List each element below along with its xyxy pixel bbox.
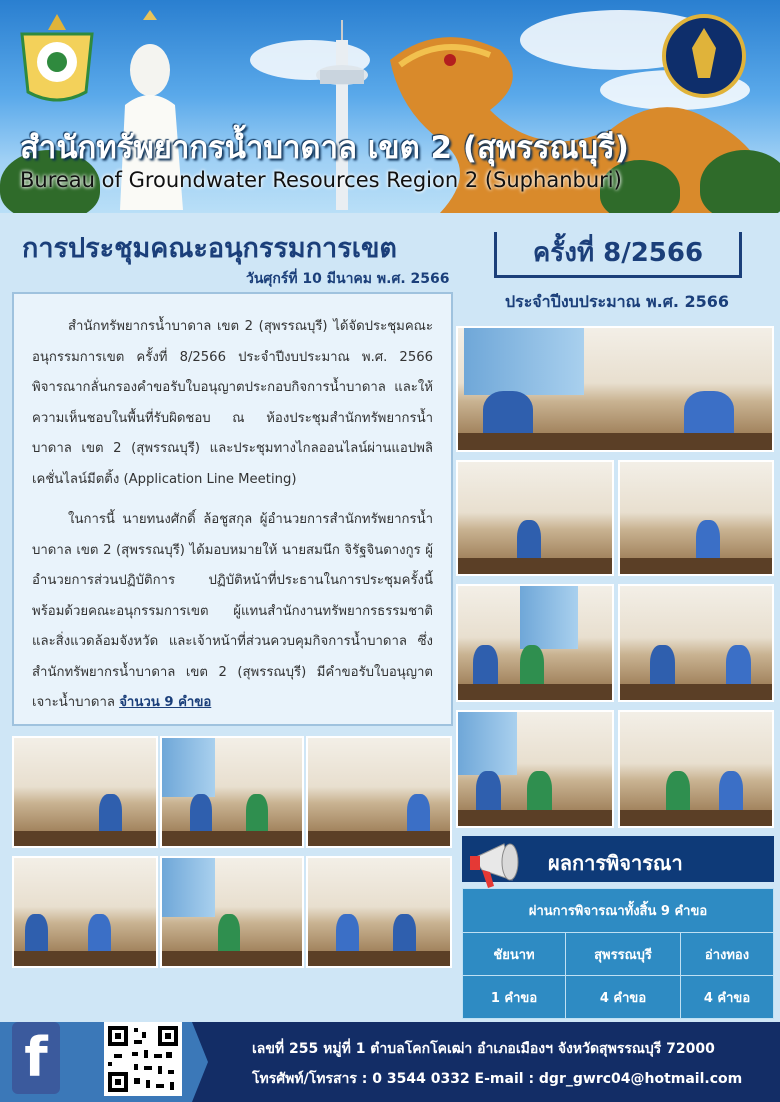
window <box>464 328 583 395</box>
province-chainat: ชัยนาท <box>463 933 566 976</box>
article-paragraph-2 <box>32 505 433 719</box>
meeting-table <box>14 831 156 846</box>
attendee <box>336 914 359 955</box>
footer-contact-band <box>192 1022 780 1102</box>
meeting-table <box>308 831 450 846</box>
meeting-date: วันศุกร์ที่ 10 มีนาคม พ.ศ. 2566 <box>246 271 450 287</box>
attendee-speaking-photo <box>618 460 774 576</box>
attendee <box>719 771 743 814</box>
attendee <box>520 645 545 688</box>
committee-members-photo <box>618 584 774 702</box>
conference-room-photo <box>306 736 452 848</box>
window <box>520 586 579 649</box>
qr-code-icon[interactable] <box>104 1022 182 1096</box>
attendee <box>473 645 498 688</box>
staff-row-photo <box>306 856 452 968</box>
chairman-photo <box>456 460 614 576</box>
window <box>458 712 517 775</box>
attendee <box>88 914 111 955</box>
window <box>162 858 215 917</box>
attendee <box>393 914 416 955</box>
result-title: ผลการพิจารณา <box>548 851 683 875</box>
meeting-table <box>162 951 302 966</box>
province-angthong: อ่างทอง <box>681 933 774 976</box>
province-suphanburi: สุพรรณบุรี <box>566 933 681 976</box>
attendee <box>407 794 430 835</box>
header-banner <box>0 0 780 213</box>
meeting-table <box>458 558 612 574</box>
meeting-table <box>458 684 612 700</box>
banner-subtitle: Bureau of Groundwater Resources Region 2 (Suphanburi) <box>20 168 622 192</box>
article-text-box <box>12 292 453 726</box>
article-paragraph-1: สำนักทรัพยากรน้ำบาดาล เขต 2 (สุพรรณบุรี) ได้จัดประชุมคณะอนุกรรมการเขต ครั้งที่ 8/2566 ประจำปีงบประมาณ พ.ศ. 2566 พิจารณากลั่นกรองคำขอรับใบอนุญาตประกอบกิจการน้ำบาดาล และให้ความเห็นชอบในพื้นที่รับผิดชอบ ณ ห้องประชุมสำนักทรัพยากรน้ำบาดาล เขต 2 (สุพรรณบุรี) และประชุมทางไกลออนไลน์ผ่านแอปพลิเคชั่นไลน์มีตติ้ง (Application Line Meeting) <box>32 319 433 487</box>
request-count-highlight: จำนวน 9 คำขอ <box>119 695 212 710</box>
meeting-table <box>458 433 772 450</box>
meeting-number: ครั้งที่ 8/2566 <box>532 238 704 268</box>
count-suphanburi: 4 คำขอ <box>566 976 681 1019</box>
meeting-table <box>620 684 772 700</box>
online-meeting-screen-photo <box>12 736 158 848</box>
two-attendees-photo <box>160 736 304 848</box>
attendee <box>483 391 533 437</box>
count-angthong: 4 คำขอ <box>681 976 774 1019</box>
attendee <box>99 794 122 835</box>
meeting-room-photo <box>456 326 774 452</box>
committee-member-photo <box>160 856 304 968</box>
attendee <box>246 794 268 835</box>
meeting-table <box>620 810 772 826</box>
meeting-table <box>162 831 302 846</box>
attendee <box>190 794 212 835</box>
attendees-table-photo <box>456 584 614 702</box>
result-summary: ผ่านการพิจารณาทั้งสิ้น 9 คำขอ <box>463 889 774 933</box>
meeting-table <box>620 558 772 574</box>
attendee <box>25 914 48 955</box>
attendee <box>650 645 674 688</box>
window <box>162 738 215 797</box>
footer-contact: โทรศัพท์/โทรสาร : 0 3544 0332 E-mail : dgr_gwrc04@hotmail.com <box>252 1071 743 1087</box>
attendee <box>218 914 240 955</box>
attendee <box>517 520 542 563</box>
attendee <box>696 520 720 563</box>
department-of-groundwater-resources-logo <box>662 8 746 104</box>
paragraph-2-text: ในการนี้ นายทนงศักดิ์ ล้อชูสกุล ผู้อำนวยการสำนักทรัพยากรน้ำบาดาล เขต 2 (สุพรรณบุรี) ได้มอบหมายให้ นายสมนึก จิรัฐจินดางกูร ผู้อำนวยการส่วนปฏิบัติการ ปฏิบัติหน้าที่ประธานในการประชุมครั้งนี้ พร้อมด้วยคณะอนุกรรมการเขต ผู้แทนสำนักงานทรัพยากรธรรมชาติและสิ่งแวดล้อมจังหวัด และเจ้าหน้าที่ส่วนควบคุมกิจการน้ำบาดาล ซึ่งสำนักทรัพยากรน้ำบาดาล เขต 2 (สุพรรณบุรี) มีคำขอรับใบอนุญาตเจาะน้ำบาดาล <box>32 512 433 710</box>
banner-title: สำนักทรัพยากรน้ำบาดาล เขต 2 (สุพรรณบุรี) <box>20 130 629 166</box>
attendee <box>476 771 501 814</box>
meeting-table <box>308 951 450 966</box>
meeting-table <box>458 810 612 826</box>
participants-row-photo <box>456 710 614 828</box>
meeting-overview-photo <box>12 856 158 968</box>
facebook-icon[interactable]: f <box>12 1022 60 1094</box>
attendee <box>684 391 734 437</box>
result-table <box>462 888 774 1019</box>
attendee <box>726 645 750 688</box>
megaphone-icon <box>464 836 538 896</box>
meeting-table <box>14 951 156 966</box>
fiscal-year: ประจำปีงบประมาณ พ.ศ. 2566 <box>504 292 730 311</box>
footer-address: เลขที่ 255 หมู่ที่ 1 ตำบลโคกโคเฒ่า อำเภอเมืองฯ จังหวัดสุพรรณบุรี 72000 <box>252 1041 715 1057</box>
count-chainat: 1 คำขอ <box>463 976 566 1019</box>
attendee <box>527 771 552 814</box>
tree <box>700 150 780 213</box>
page-title: การประชุมคณะอนุกรรมการเขต <box>22 233 397 264</box>
staff-members-photo <box>618 710 774 828</box>
attendee <box>666 771 690 814</box>
province-seal-logo <box>16 12 98 108</box>
